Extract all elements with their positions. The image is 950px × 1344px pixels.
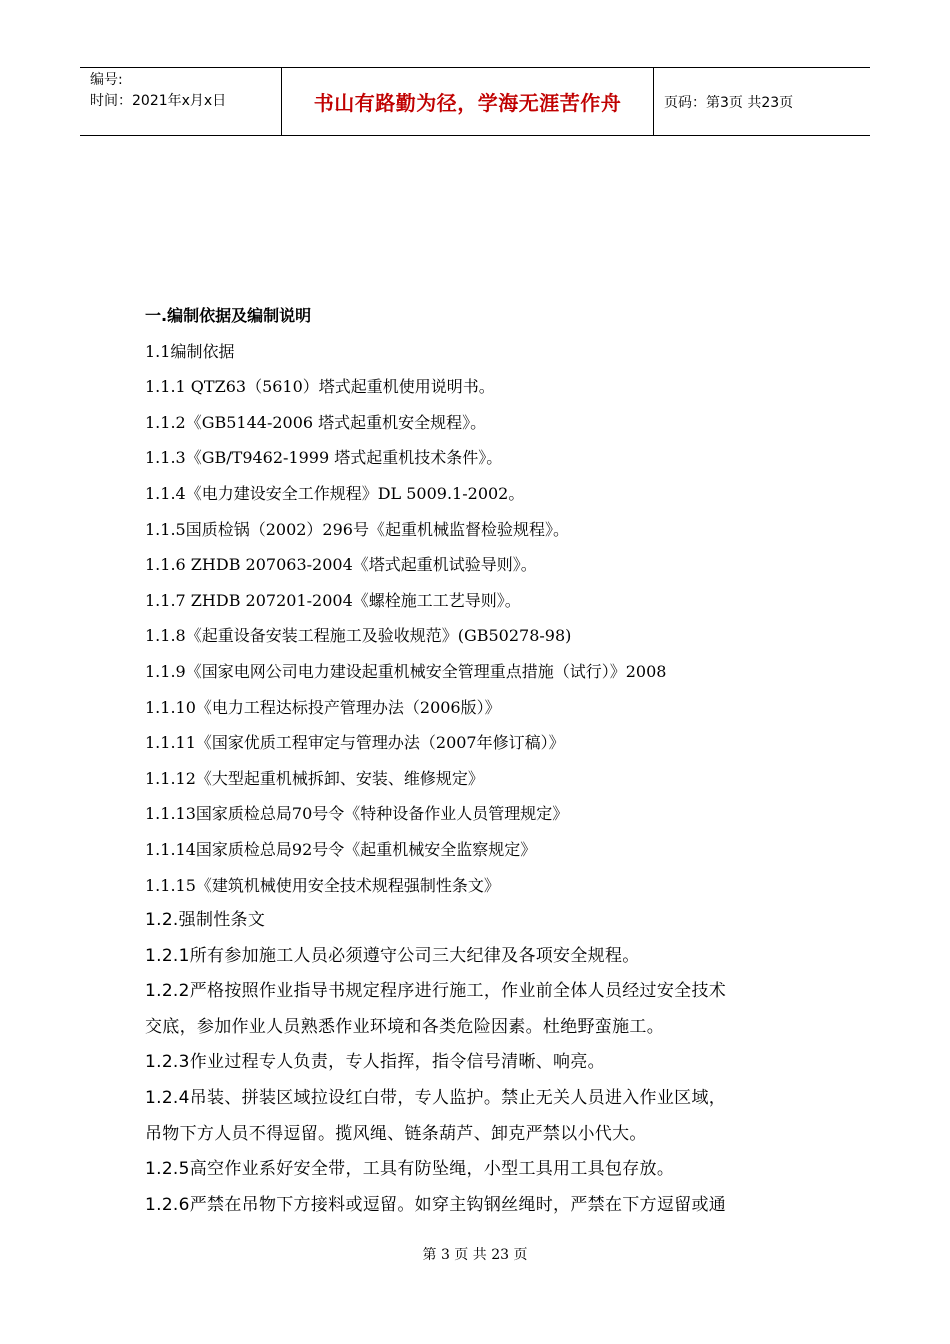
document-line: 1.1.13国家质检总局70号令《特种设备作业人员管理规定》 <box>145 804 569 824</box>
document-line: 1.2.2严格按照作业指导书规定程序进行施工，作业前全体人员经过安全技术 <box>145 981 727 1002</box>
page-footer <box>0 1244 950 1264</box>
time-label: 时间：2021年x月x日 <box>90 93 227 109</box>
document-line: 1.1.2《GB5144-2006 塔式起重机安全规程》。 <box>145 412 487 432</box>
document-line: 1.1.3《GB/T9462-1999 塔式起重机技术条件》。 <box>145 448 503 468</box>
document-line: 1.1.5国质检锅（2002）296号《起重机械监督检验规程》。 <box>145 519 569 539</box>
footer-page-number: 第 3 页 共 23 页 <box>422 1247 528 1263</box>
document-line: 1.1.7 ZHDB 207201-2004《螺栓施工工艺导则》。 <box>145 590 521 610</box>
document-line: 1.2.6严禁在吊物下方接料或逗留。如穿主钩钢丝绳时，严禁在下方逗留或通 <box>145 1194 727 1215</box>
document-line: 1.1.1 QTZ63（5610）塔式起重机使用说明书。 <box>145 377 495 397</box>
header-motto-cell <box>282 68 654 135</box>
document-line: 1.1.4《电力建设安全工作规程》DL 5009.1-2002。 <box>145 483 525 503</box>
page-header <box>80 67 870 136</box>
document-line: 1.1.8《起重设备安装工程施工及验收规范》(GB50278-98) <box>145 626 572 646</box>
document-line: 吊物下方人员不得逗留。揽风绳、链条葫芦、卸克严禁以小代大。 <box>145 1123 647 1144</box>
document-line: 1.1.14国家质检总局92号令《起重机械安全监察规定》 <box>145 839 537 859</box>
document-line: 1.1.9《国家电网公司电力建设起重机械安全管理重点措施（试行）》2008 <box>145 661 667 681</box>
document-line: 1.1.15《建筑机械使用安全技术规程强制性条文》 <box>145 875 500 895</box>
document-line: 1.2.1所有参加施工人员必须遵守公司三大纪律及各项安全规程。 <box>145 945 640 966</box>
document-line: 1.1.12《大型起重机械拆卸、安装、维修规定》 <box>145 768 484 788</box>
header-page-cell <box>654 68 870 135</box>
document-line: 1.2.5高空作业系好安全带，工具有防坠绳，小型工具用工具包存放。 <box>145 1159 675 1180</box>
page-info: 页码：第3页 共23页 <box>664 94 794 111</box>
document-line: 交底，参加作业人员熟悉作业环境和各类危险因素。杜绝野蛮施工。 <box>145 1016 664 1037</box>
motto-text: 书山有路勤为径，学海无涯苦作舟 <box>313 91 622 115</box>
header-meta-cell <box>80 68 282 135</box>
document-line: 1.1.10《电力工程达标投产管理办法（2006版）》 <box>145 697 501 717</box>
document-body <box>145 298 825 1223</box>
document-line: 1.1编制依据 <box>145 341 235 361</box>
document-line: 1.2.4吊装、拼装区域拉设红白带，专人监护。禁止无关人员进入作业区域， <box>145 1088 727 1109</box>
number-label: 编号: <box>90 72 123 88</box>
document-line: 1.2.3作业过程专人负责，专人指挥，指令信号清晰、响亮。 <box>145 1052 605 1073</box>
document-line: 1.1.6 ZHDB 207063-2004《塔式起重机试验导则》。 <box>145 555 537 575</box>
section-heading: 一.编制依据及编制说明 <box>145 306 312 325</box>
document-line: 1.2.强制性条文 <box>145 910 266 931</box>
document-line: 1.1.11《国家优质工程审定与管理办法（2007年修订稿）》 <box>145 733 565 753</box>
